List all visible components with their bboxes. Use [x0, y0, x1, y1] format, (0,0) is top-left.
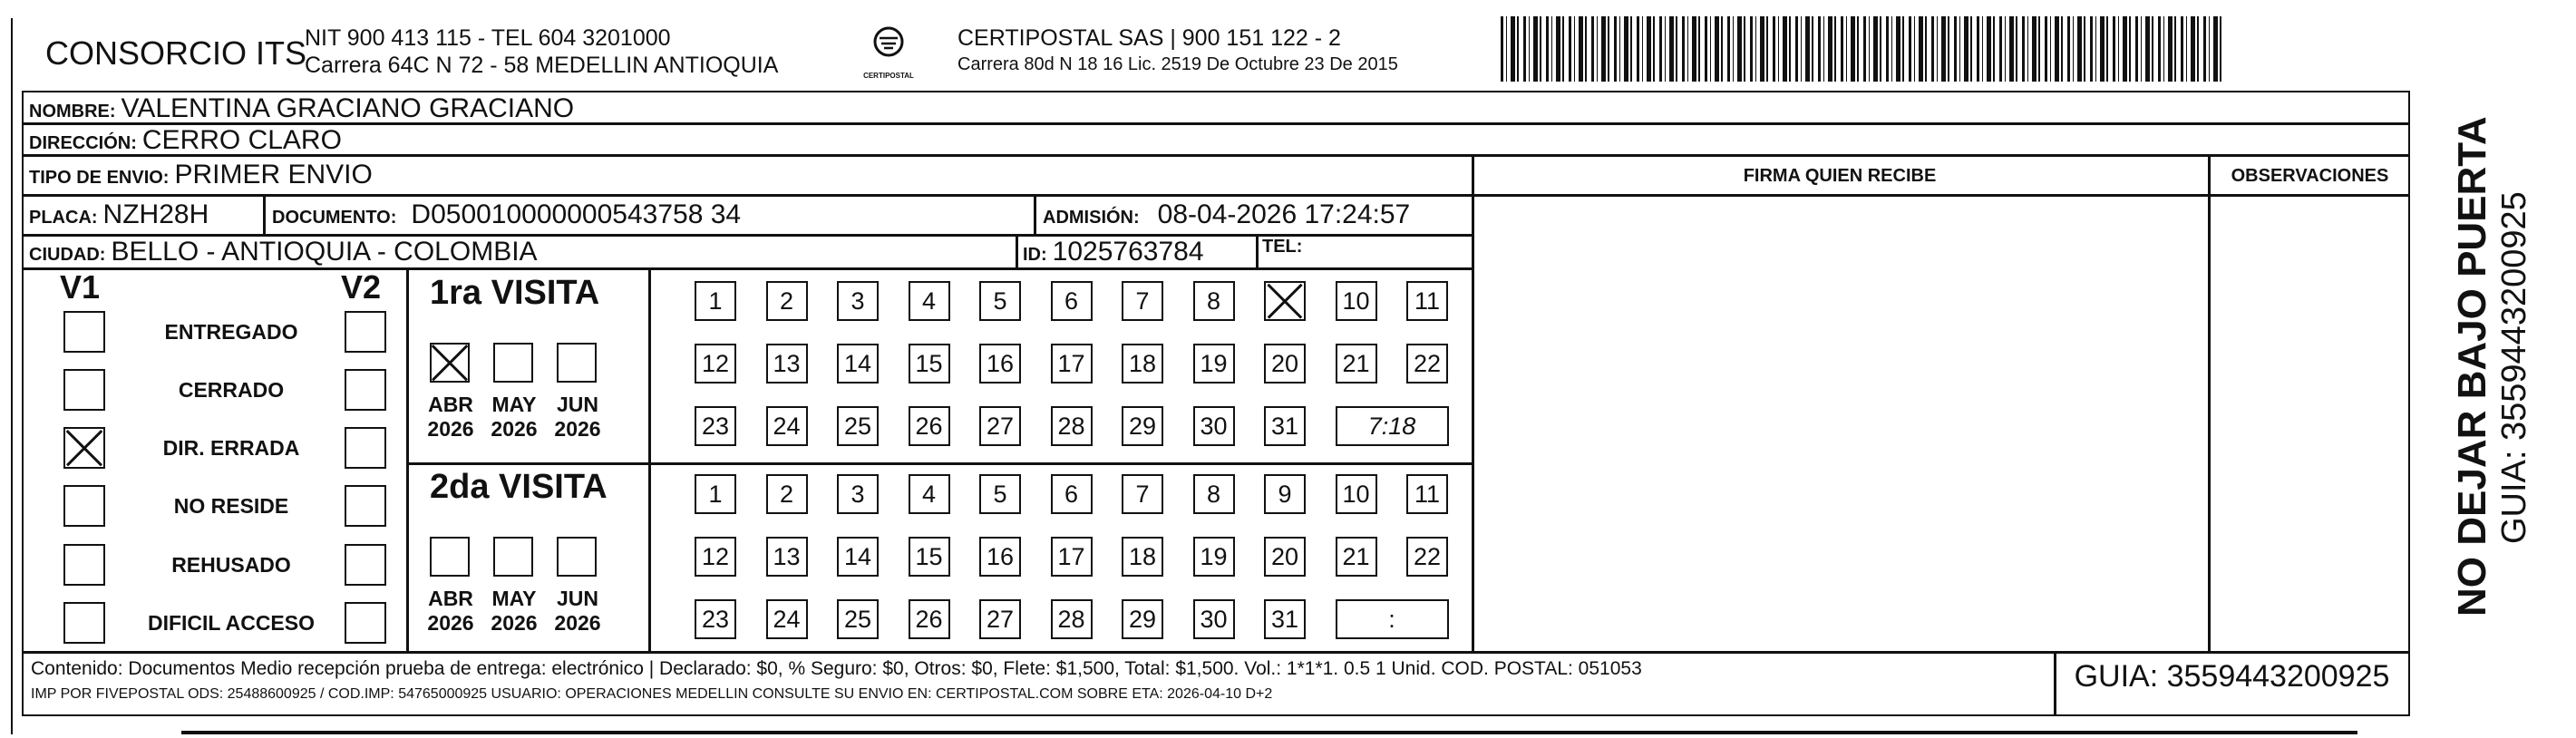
day-box-19[interactable]: 19	[1193, 537, 1235, 577]
day-box-12[interactable]: 12	[695, 537, 736, 577]
day-box-26[interactable]: 26	[909, 406, 950, 446]
row-line	[22, 194, 2410, 197]
day-box-30[interactable]: 30	[1193, 599, 1235, 639]
day-box-2[interactable]: 2	[766, 281, 808, 321]
day-box-5[interactable]: 5	[979, 281, 1021, 321]
month-year: 2026	[554, 611, 601, 635]
day-box-22[interactable]: 22	[1406, 344, 1448, 384]
day-box-3[interactable]: 3	[837, 474, 879, 514]
month-name: MAY	[491, 587, 537, 610]
direccion-row	[29, 125, 342, 156]
month-year: 2026	[427, 611, 474, 635]
month-name: JUN	[556, 393, 598, 416]
tipo-envio-value: PRIMER ENVIO	[174, 160, 373, 189]
month-year: 2026	[427, 417, 474, 441]
col-line	[1016, 234, 1018, 267]
day-box-10[interactable]: 10	[1336, 281, 1377, 321]
day-box-27[interactable]: 27	[979, 406, 1021, 446]
v2-checkbox[interactable]	[345, 369, 386, 411]
day-box-12[interactable]: 12	[695, 344, 736, 384]
day-box-26[interactable]: 26	[909, 599, 950, 639]
status-reason-label: CERRADO	[178, 378, 285, 402]
month-label	[482, 587, 546, 636]
day-box-10[interactable]: 10	[1336, 474, 1377, 514]
certipostal-seal-icon	[861, 24, 916, 67]
status-reason-label: REHUSADO	[171, 553, 291, 577]
side-guia: GUIA: 3559443200925	[2495, 191, 2533, 544]
month-name: JUN	[556, 587, 598, 610]
v1-checkbox[interactable]	[63, 485, 105, 527]
visit-time-box[interactable]: :	[1336, 599, 1449, 639]
imp-text: IMP POR FIVEPOSTAL ODS: 25488600925 / COD.IMP: 54765000925 USUARIO: OPERACIONES MEDELLIN CONSULTE SU ENVIO EN: CERTIPOSTAL.COM SOBRE ETA: 2026-04-10 D+2	[31, 686, 1273, 702]
placa-label: PLACA:	[29, 208, 98, 228]
month-checkbox[interactable]	[430, 537, 470, 577]
v2-header: V2	[341, 268, 382, 306]
observaciones-header: OBSERVACIONES	[2231, 166, 2389, 186]
id-value: 1025763784	[1052, 237, 1204, 267]
status-reason-label: ENTREGADO	[164, 320, 298, 344]
month-checkbox[interactable]	[557, 537, 597, 577]
day-box-1[interactable]: 1	[695, 281, 736, 321]
logo-text: CERTIPOSTAL	[863, 72, 914, 80]
company-info-line-1: NIT 900 413 115 - TEL 604 3201000	[305, 25, 671, 51]
day-box-13[interactable]: 13	[766, 537, 808, 577]
bottom-rule	[181, 731, 2357, 734]
nombre-label: NOMBRE:	[29, 102, 116, 121]
day-box-7[interactable]: 7	[1122, 474, 1163, 514]
direccion-label: DIRECCIÓN:	[29, 133, 137, 153]
month-label	[546, 393, 609, 442]
barcode	[1501, 16, 2226, 82]
status-reason-label: DIR. ERRADA	[162, 436, 300, 460]
admision-value: 08-04-2026 17:24:57	[1157, 199, 1411, 229]
day-box-6[interactable]: 6	[1051, 281, 1093, 321]
direccion-value: CERRO CLARO	[141, 125, 342, 155]
col-line	[2208, 154, 2211, 651]
month-year: 2026	[491, 417, 538, 441]
admision-label: ADMISIÓN:	[1043, 208, 1140, 228]
month-checkbox[interactable]	[493, 343, 533, 383]
day-box-23[interactable]: 23	[695, 599, 736, 639]
id-label: ID:	[1023, 245, 1047, 265]
courier-info-line-2: Carrera 80d N 18 16 Lic. 2519 De Octubre 23 De 2015	[957, 54, 1398, 74]
footer-line	[22, 651, 2410, 654]
tipo-envio-row	[29, 160, 373, 190]
day-box-9[interactable]: 9	[1264, 474, 1306, 514]
guia-footer: GUIA: 3559443200925	[2074, 659, 2390, 694]
day-box-22[interactable]: 22	[1406, 537, 1448, 577]
day-box-19[interactable]: 19	[1193, 344, 1235, 384]
ciudad-value: BELLO - ANTIOQUIA - COLOMBIA	[111, 237, 538, 267]
v2-checkbox[interactable]	[345, 311, 386, 353]
status-reason-label: DIFICIL ACCESO	[147, 611, 315, 635]
month-checkbox[interactable]	[557, 343, 597, 383]
month-year: 2026	[491, 611, 538, 635]
day-box-24[interactable]: 24	[766, 599, 808, 639]
col-line	[406, 267, 409, 651]
day-box-16[interactable]: 16	[979, 537, 1021, 577]
visit-time-box[interactable]: 7:18	[1336, 406, 1449, 446]
day-box-3[interactable]: 3	[837, 281, 879, 321]
day-box-20[interactable]: 20	[1264, 537, 1306, 577]
day-box-18[interactable]: 18	[1122, 537, 1163, 577]
admision-row	[1043, 199, 1410, 230]
day-box-28[interactable]: 28	[1051, 599, 1093, 639]
day-box-11[interactable]: 11	[1406, 281, 1448, 321]
day-box-7[interactable]: 7	[1122, 281, 1163, 321]
day-box-25[interactable]: 25	[837, 406, 879, 446]
day-box-17[interactable]: 17	[1051, 537, 1093, 577]
day-box-31[interactable]: 31	[1264, 406, 1306, 446]
v1-checkbox[interactable]	[63, 369, 105, 411]
month-label	[419, 587, 482, 636]
placa-value: NZH28H	[102, 199, 209, 229]
day-box-29[interactable]: 29	[1122, 599, 1163, 639]
day-box-14[interactable]: 14	[837, 344, 879, 384]
month-name: ABR	[428, 587, 473, 610]
day-box-30[interactable]: 30	[1193, 406, 1235, 446]
visit-1-title: 1ra VISITA	[430, 274, 600, 312]
v2-checkbox[interactable]	[345, 427, 386, 469]
status-reason-label: NO RESIDE	[173, 494, 289, 518]
tel-row	[1262, 237, 1307, 257]
day-box-13[interactable]: 13	[766, 344, 808, 384]
tipo-envio-label: TIPO DE ENVIO:	[29, 168, 170, 188]
nombre-value: VALENTINA GRACIANO GRACIANO	[121, 93, 575, 123]
day-box-20[interactable]: 20	[1264, 344, 1306, 384]
day-box-8[interactable]: 8	[1193, 474, 1235, 514]
month-label	[482, 393, 546, 442]
contenido-text: Contenido: Documentos Medio recepción prueba de entrega: electrónico | Declarado: $0, % Seguro: $0, Otros: $0, Flete: $1,500, Total: $1,500. Vol.: 1*1*1. 0.5 1 Unid. COD. POSTAL: 051053	[31, 658, 1642, 679]
v2-checkbox[interactable]	[345, 544, 386, 586]
row-line	[22, 267, 1473, 270]
day-box-1[interactable]: 1	[695, 474, 736, 514]
day-box-21[interactable]: 21	[1336, 537, 1377, 577]
col-line	[1256, 234, 1259, 267]
day-box-23[interactable]: 23	[695, 406, 736, 446]
day-box-27[interactable]: 27	[979, 599, 1021, 639]
day-box-15[interactable]: 15	[909, 537, 950, 577]
v1-checkbox[interactable]	[63, 544, 105, 586]
col-line	[1034, 194, 1036, 234]
nombre-row	[29, 93, 574, 124]
day-box-18[interactable]: 18	[1122, 344, 1163, 384]
v2-checkbox[interactable]	[345, 485, 386, 527]
month-year: 2026	[554, 417, 601, 441]
v1-checkbox[interactable]	[63, 427, 105, 469]
day-box-25[interactable]: 25	[837, 599, 879, 639]
day-box-11[interactable]: 11	[1406, 474, 1448, 514]
day-box-4[interactable]: 4	[909, 474, 950, 514]
col-line	[1472, 154, 1474, 651]
col-line	[263, 194, 266, 234]
day-box-31[interactable]: 31	[1264, 599, 1306, 639]
documento-label: DOCUMENTO:	[272, 208, 397, 228]
courier-info-line-1: CERTIPOSTAL SAS | 900 151 122 - 2	[957, 25, 1341, 51]
row-line	[22, 154, 2410, 157]
company-name: CONSORCIO ITS	[45, 34, 307, 72]
visit-2-title: 2da VISITA	[430, 468, 608, 506]
day-box-5[interactable]: 5	[979, 474, 1021, 514]
day-box-28[interactable]: 28	[1051, 406, 1093, 446]
firma-header: FIRMA QUIEN RECIBE	[1743, 166, 1937, 186]
day-box-29[interactable]: 29	[1122, 406, 1163, 446]
col-line	[648, 267, 651, 651]
tel-label: TEL:	[1262, 237, 1303, 257]
day-box-4[interactable]: 4	[909, 281, 950, 321]
day-box-9[interactable]	[1264, 281, 1306, 321]
v1-checkbox[interactable]	[63, 311, 105, 353]
certipostal-logo	[861, 24, 916, 78]
side-warning: NO DEJAR BAJO PUERTA	[2450, 116, 2494, 617]
left-margin-line	[11, 18, 13, 734]
v1-checkbox[interactable]	[63, 602, 105, 644]
month-label	[546, 587, 609, 636]
id-row	[1023, 237, 1204, 267]
v1-header: V1	[60, 268, 101, 306]
day-box-15[interactable]: 15	[909, 344, 950, 384]
day-box-14[interactable]: 14	[837, 537, 879, 577]
day-box-2[interactable]: 2	[766, 474, 808, 514]
ciudad-label: CIUDAD:	[29, 245, 106, 265]
day-box-16[interactable]: 16	[979, 344, 1021, 384]
row-line	[406, 462, 1473, 465]
month-checkbox[interactable]	[493, 537, 533, 577]
month-checkbox[interactable]	[430, 343, 470, 383]
company-info-line-2: Carrera 64C N 72 - 58 MEDELLIN ANTIOQUIA	[305, 53, 779, 78]
month-label	[419, 393, 482, 442]
month-name: ABR	[428, 393, 473, 416]
day-box-6[interactable]: 6	[1051, 474, 1093, 514]
day-box-17[interactable]: 17	[1051, 344, 1093, 384]
placa-row	[29, 199, 209, 230]
documento-value: D050010000000543758 34	[411, 199, 742, 229]
ciudad-row	[29, 237, 538, 267]
day-box-8[interactable]: 8	[1193, 281, 1235, 321]
day-box-21[interactable]: 21	[1336, 344, 1377, 384]
day-box-24[interactable]: 24	[766, 406, 808, 446]
month-name: MAY	[491, 393, 537, 416]
documento-row	[272, 199, 741, 230]
v2-checkbox[interactable]	[345, 602, 386, 644]
